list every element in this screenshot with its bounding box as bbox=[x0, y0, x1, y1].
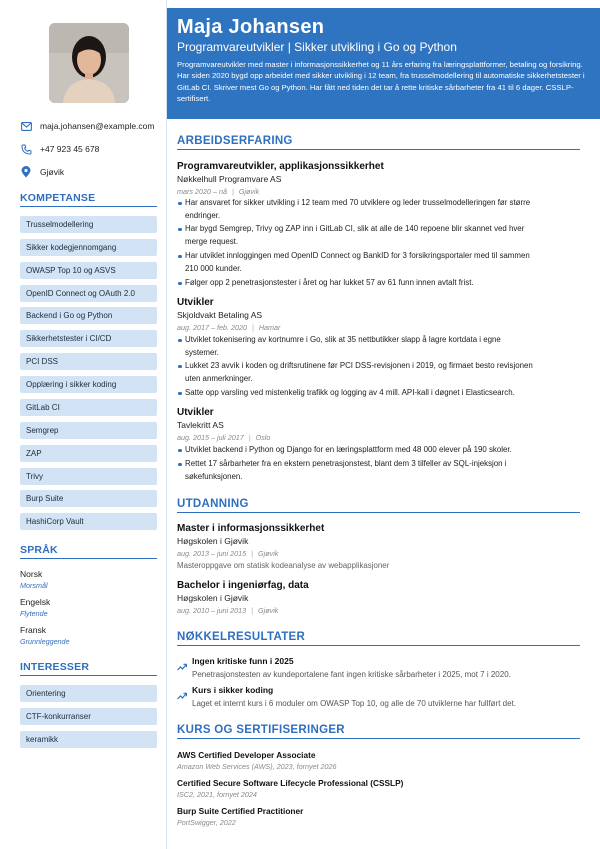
contact-phone[interactable] bbox=[20, 143, 160, 155]
job-bullet: Følger opp 2 penetrasjonstester i året og har lukket 57 av 61 funn innen avtalt frist. bbox=[177, 277, 580, 290]
job-dates: aug. 2015 – juli 2017 bbox=[177, 433, 244, 442]
profile-photo bbox=[49, 23, 129, 103]
achievement-description: Laget et internt kurs i 6 moduler om OWASP Top 10, og alle de 70 utviklerne har fullført det. bbox=[192, 699, 517, 708]
achievements-heading: NØKKELRESULTATER bbox=[177, 631, 580, 646]
skill-chip: OWASP Top 10 og ASVS bbox=[20, 262, 157, 279]
interest-chip: Orientering bbox=[20, 685, 157, 702]
skill-chip: HashiCorp Vault bbox=[20, 513, 157, 530]
profile-summary: Programvareutvikler med master i informasjonssikkerhet og 11 års erfaring fra læringsplattformer, betaling og forsikring. Har siden 2020 bygd opp arbeidet med sikker utvikling i 12 team, fra trusselmodellering til automatiske sikkerhetstester i GitLab CI. Skriver mest Go og Python. Har fått ned tiden det tar å rette kritiske sårbarheter fra 41 til 6 dager. CSSLP-sertifisert. bbox=[177, 60, 585, 104]
degree-title: Bachelor i ingeniørfag, data bbox=[177, 580, 309, 591]
contact-email[interactable] bbox=[20, 120, 160, 132]
language-name: Engelsk bbox=[20, 597, 51, 607]
education-location: Gjøvik bbox=[258, 606, 279, 615]
phone-text[interactable]: +47 923 45 678 bbox=[40, 144, 100, 154]
skill-chip: Opplæring i sikker koding bbox=[20, 376, 157, 393]
skill-chip: Backend i Go og Python bbox=[20, 307, 157, 324]
job-company: Skjoldvakt Betaling AS bbox=[177, 310, 263, 320]
job-location: Oslo bbox=[255, 433, 271, 442]
phone-icon bbox=[20, 143, 32, 155]
location-text: Gjøvik bbox=[40, 167, 65, 177]
skills-heading: KOMPETANSE bbox=[20, 192, 157, 207]
job-meta: mars 2020 – nå | Gjøvik bbox=[177, 187, 260, 196]
language-level: Morsmål bbox=[20, 581, 48, 590]
skill-chip: Trusselmodellering bbox=[20, 216, 157, 233]
language-name: Fransk bbox=[20, 625, 46, 635]
skill-chip: GitLab CI bbox=[20, 399, 157, 416]
job-dates: aug. 2017 – feb. 2020 bbox=[177, 323, 247, 332]
languages-heading: SPRÅK bbox=[20, 544, 157, 559]
interests-heading: INTERESSER bbox=[20, 661, 157, 676]
job-bullet: Satte opp varsling ved mistenkelig trafikk og logging av 4 mill. API-kall i døgnet i Elasticsearch. bbox=[177, 387, 580, 400]
job-bullet: Lukket 23 avvik i koden og driftsrutinene før PCI DSS-revisjonen i 2019, og firmaet besto revisjonen uten anmerkninger. bbox=[177, 360, 580, 385]
certification-title: Certified Secure Software Lifecycle Professional (CSSLP) bbox=[177, 778, 404, 788]
education-location: Gjøvik bbox=[258, 549, 279, 558]
interest-chip: CTF-konkurranser bbox=[20, 708, 157, 725]
skill-chip: Trivy bbox=[20, 468, 157, 485]
job-bullet: Har ansvaret for sikker utvikling i 12 team med 70 utviklere og leder trusselmodelleringen før større endringer. bbox=[177, 197, 580, 222]
certification-title: AWS Certified Developer Associate bbox=[177, 750, 316, 760]
education-dates: aug. 2010 – juni 2013 bbox=[177, 606, 247, 615]
job-title: Utvikler bbox=[177, 297, 214, 308]
sidebar bbox=[0, 0, 167, 849]
language-level: Grunnleggende bbox=[20, 637, 70, 646]
job-location: Hamar bbox=[258, 323, 281, 332]
trending-up-icon bbox=[177, 687, 187, 695]
skill-chip: Sikkerhetstester i CI/CD bbox=[20, 330, 157, 347]
education-description: Masteroppgave om statisk kodeanalyse av webapplikasjoner bbox=[177, 561, 390, 570]
certification-meta: Amazon Web Services (AWS), 2023, fornyet 2026 bbox=[177, 762, 337, 771]
education-heading: UTDANNING bbox=[177, 498, 580, 513]
certification-meta: ISC2, 2021, fornyet 2024 bbox=[177, 790, 257, 799]
job-title: Utvikler bbox=[177, 407, 214, 418]
education-dates: aug. 2013 – juni 2015 bbox=[177, 549, 247, 558]
job-meta: aug. 2017 – feb. 2020 | Hamar bbox=[177, 323, 281, 332]
skill-chip: ZAP bbox=[20, 445, 157, 462]
achievement-title: Ingen kritiske funn i 2025 bbox=[192, 656, 294, 666]
certifications-heading: KURS OG SERTIFISERINGER bbox=[177, 724, 580, 739]
header-banner bbox=[167, 8, 600, 119]
school-name: Høgskolen i Gjøvik bbox=[177, 593, 249, 603]
skill-chip: OpenID Connect og OAuth 2.0 bbox=[20, 285, 157, 302]
school-name: Høgskolen i Gjøvik bbox=[177, 536, 249, 546]
email-text[interactable]: maja.johansen@example.com bbox=[40, 121, 155, 131]
job-company: Nøkkelhull Programvare AS bbox=[177, 174, 282, 184]
education-meta: aug. 2013 – juni 2015 | Gjøvik bbox=[177, 549, 279, 558]
job-bullet: Rettet 17 sårbarheter fra en ekstern penetrasjonstest, blant dem 3 tilfeller av SQL-injeksjon i søkefunksjonen. bbox=[177, 458, 580, 483]
skill-chip: Semgrep bbox=[20, 422, 157, 439]
job-title: Programvareutvikler, applikasjonssikkerhet bbox=[177, 161, 384, 172]
achievement-title: Kurs i sikker koding bbox=[192, 685, 274, 695]
skill-chip: PCI DSS bbox=[20, 353, 157, 370]
job-location: Gjøvik bbox=[238, 187, 260, 196]
degree-title: Master i informasjonssikkerhet bbox=[177, 523, 325, 534]
job-bullet: Har utviklet innloggingen med OpenID Connect og BankID for 3 forsikringsportaler med til sammen 210 000 kunder. bbox=[177, 250, 580, 275]
language-name: Norsk bbox=[20, 569, 43, 579]
job-dates: mars 2020 – nå bbox=[177, 187, 227, 196]
job-bullet: Utviklet tokenisering av kortnumre i Go, slik at 35 nettbutikker slapp å lagre kortdata i egne systemer. bbox=[177, 334, 580, 359]
achievement-description: Penetrasjonstesten av kundeportalene fant ingen kritiske sårbarheter i 2025, mot 7 i 2020. bbox=[192, 670, 511, 679]
job-meta: aug. 2015 – juli 2017 | Oslo bbox=[177, 433, 271, 442]
candidate-name: Maja Johansen bbox=[177, 16, 325, 38]
interest-chip: keramikk bbox=[20, 731, 157, 748]
job-bullet: Utviklet backend i Python og Django for en læringsplattform med 48 000 elever på 190 skoler. bbox=[177, 444, 580, 457]
job-bullet: Har bygd Semgrep, Trivy og ZAP inn i GitLab CI, slik at alle de 140 repoene blir skannet ved hver merge request. bbox=[177, 223, 580, 248]
experience-heading: ARBEIDSERFARING bbox=[177, 135, 580, 150]
mail-icon bbox=[20, 120, 32, 132]
trending-up-icon bbox=[177, 658, 187, 666]
skill-chip: Burp Suite bbox=[20, 490, 157, 507]
certification-meta: PortSwigger, 2022 bbox=[177, 818, 236, 827]
job-company: Tavlekritt AS bbox=[177, 420, 224, 430]
language-level: Flytende bbox=[20, 609, 48, 618]
portrait-image bbox=[49, 23, 129, 103]
certification-title: Burp Suite Certified Practitioner bbox=[177, 806, 304, 816]
education-meta: aug. 2010 – juni 2013 | Gjøvik bbox=[177, 606, 279, 615]
skill-chip: Sikker kodegjennomgang bbox=[20, 239, 157, 256]
candidate-title: Programvareutvikler | Sikker utvikling i Go og Python bbox=[177, 40, 457, 54]
contact-location bbox=[20, 166, 160, 178]
location-pin-icon bbox=[20, 166, 32, 178]
